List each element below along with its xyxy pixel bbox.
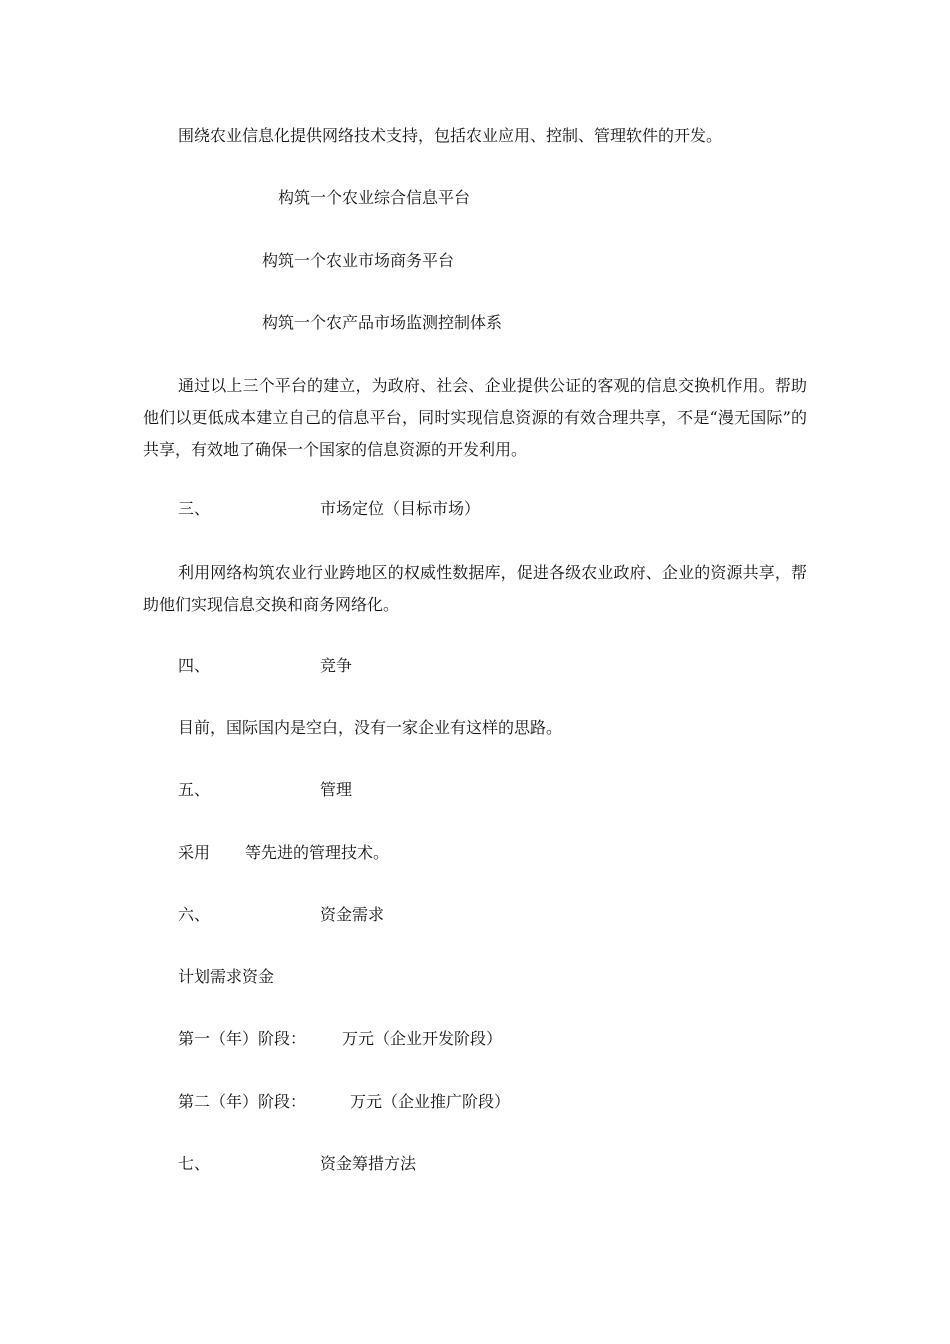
section-number: 五、 [178, 780, 211, 799]
section-6-paragraph: 计划需求资金 [178, 967, 275, 986]
stage-amount: 万元（企业开发阶段） [342, 1029, 503, 1048]
section-title: 资金筹措方法 [320, 1154, 417, 1173]
stage-label: 第一（年）阶段： [178, 1029, 307, 1048]
section-title: 竞争 [320, 656, 353, 675]
section-number: 四、 [178, 656, 211, 675]
stage-amount: 万元（企业推广阶段） [350, 1092, 511, 1111]
section-number: 六、 [178, 905, 211, 924]
platform-paragraph: 通过以上三个平台的建立，为政府、社会、企业提供公证的客观的信息交换机作用。帮助他们以更低成本建立自己的信息平台，同时实现信息资源的有效合理共享，不是“漫无国际”的共享，有效地了确保一个国家的信息资源的开发利用。 [143, 376, 807, 459]
platform-item-2: 构筑一个农业市场商务平台 [262, 251, 455, 270]
section-title: 资金需求 [320, 905, 385, 924]
platform-item-1: 构筑一个农业综合信息平台 [278, 188, 471, 207]
section-4-paragraph: 目前，国际国内是空白，没有一家企业有这样的思路。 [178, 718, 563, 737]
section-3-paragraph: 利用网络构筑农业行业跨地区的权威性数据库，促进各级农业政府、企业的资源共享，帮助他们实现信息交换和商务网络化。 [143, 563, 807, 614]
section-title: 管理 [320, 780, 353, 799]
section-5-text-start: 采用 [178, 843, 211, 862]
stage-label: 第二（年）阶段： [178, 1092, 307, 1111]
intro-line: 围绕农业信息化提供网络技术支持，包括农业应用、控制、管理软件的开发。 [178, 126, 723, 145]
section-number: 三、 [178, 499, 211, 518]
section-5-text-end: 等先进的管理技术。 [245, 843, 390, 862]
section-title: 市场定位（目标市场） [320, 499, 481, 518]
platform-item-3: 构筑一个农产品市场监测控制体系 [262, 313, 503, 332]
section-number: 七、 [178, 1154, 211, 1173]
